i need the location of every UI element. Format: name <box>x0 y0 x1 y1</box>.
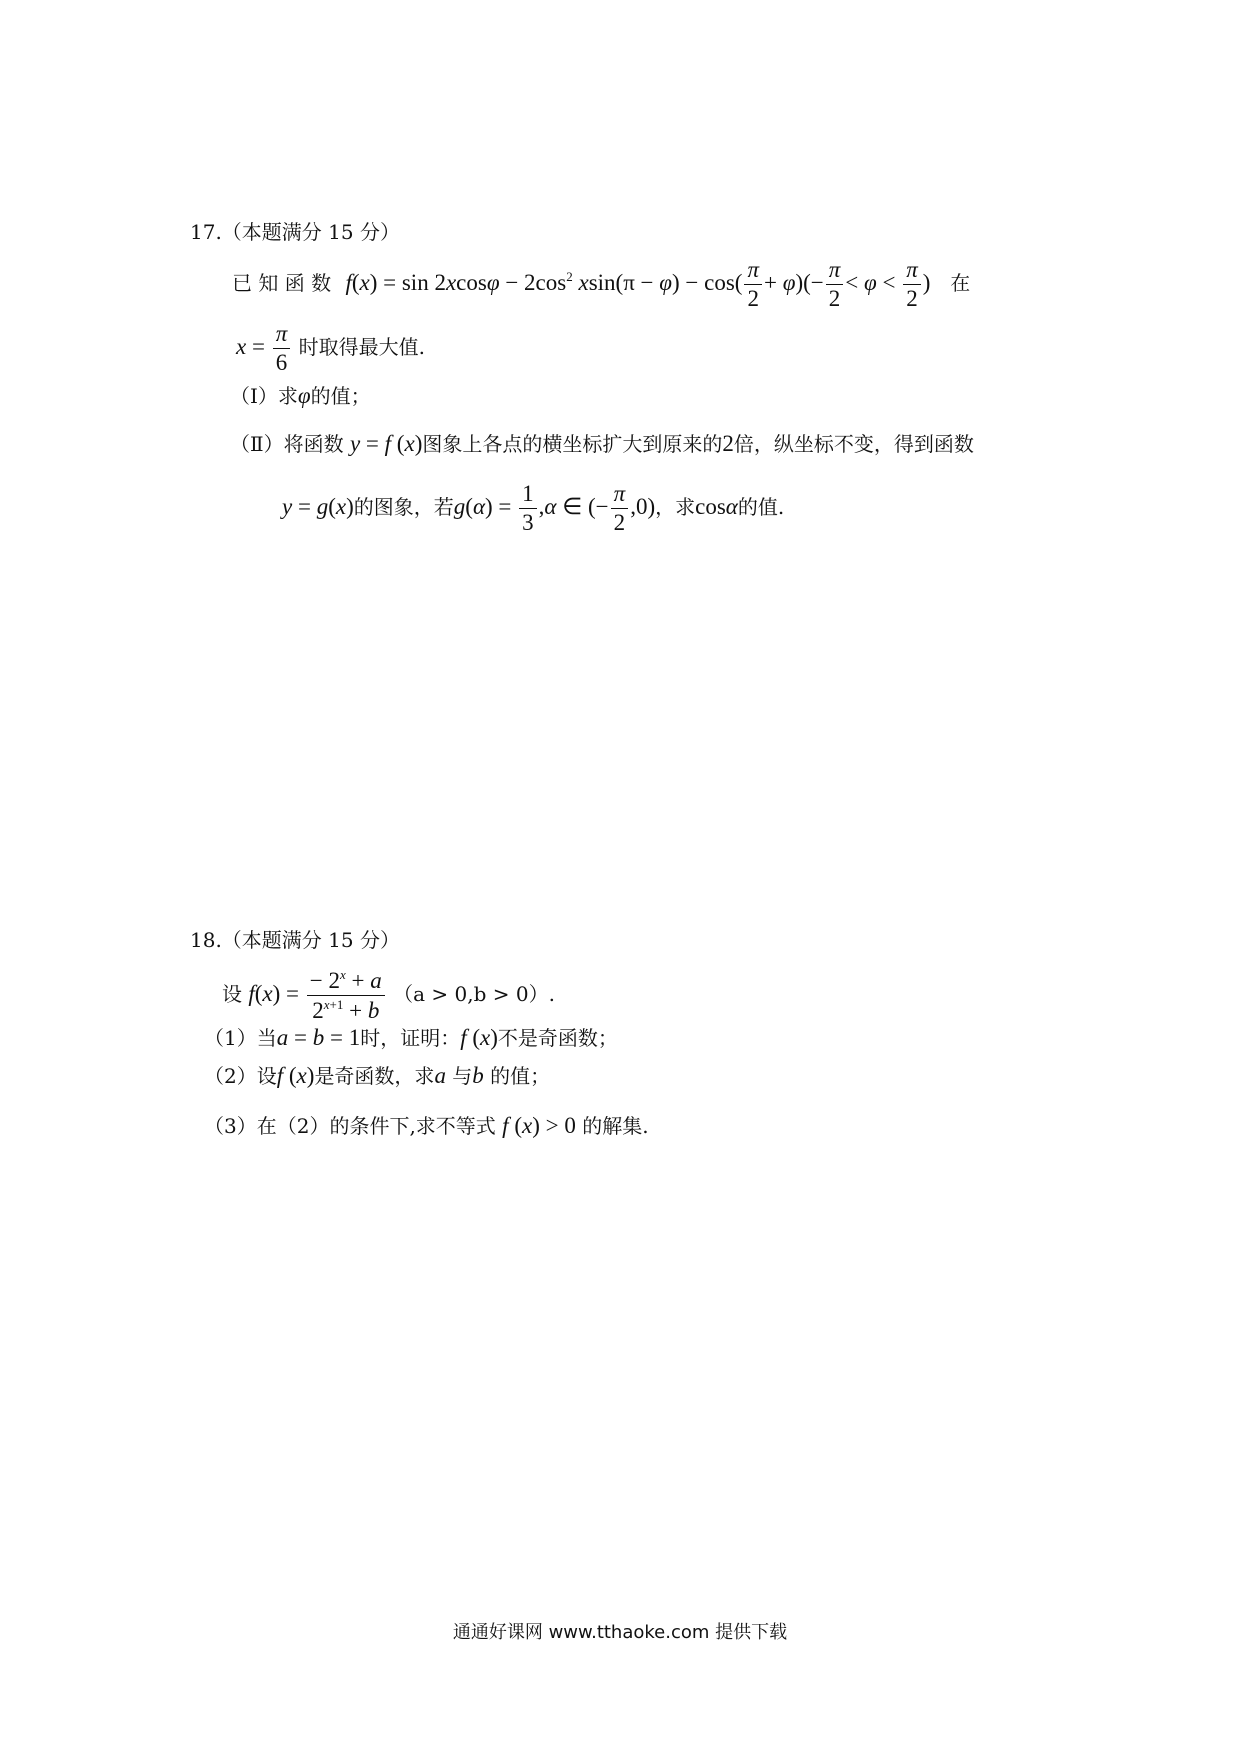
q17-part2-text2: 倍，纵坐标不变，得到函数 <box>733 432 974 456</box>
q18-item2-b: 是奇函数，求 <box>314 1064 435 1088</box>
q17-part2-line2-a: 的图象，若 <box>353 494 454 519</box>
q18-definition <box>222 968 555 1023</box>
q17-part1-phi: φ <box>297 383 311 408</box>
q17-condition <box>236 322 425 375</box>
q17-g-formula: y = g(x) <box>282 493 354 519</box>
q18-function-formula: f(x) = $\frac{- 2^x + a}{2^{x+1} + b}$ <box>248 981 386 1006</box>
q17-part1-label: （Ⅰ）求 <box>230 384 298 408</box>
q17-condition-text: 时取得最大值. <box>298 334 425 359</box>
q18-header: 18.（本题满分 15 分） <box>190 928 400 952</box>
q18-item1-formula: a = b = 1 <box>276 1025 361 1050</box>
q18-item3 <box>204 1114 649 1137</box>
q18-item1-b: 时，证明： <box>360 1026 461 1050</box>
q17-g-alpha-formula: g(α) = $\frac{1}{3}$ ,α ∈ (− $\frac{\pi}{2}$ ,0) <box>453 481 656 536</box>
q17-part2-line2-b: ，求 <box>655 494 696 519</box>
q17-part2-line2 <box>282 482 784 535</box>
q18-item1-c: 不是奇函数； <box>497 1026 618 1050</box>
q17-intro-prefix: 已 知 函 数 <box>232 270 332 295</box>
q18-item1-fx: f (x) <box>460 1025 498 1050</box>
q18-def-cond: （a > 0,b > 0）. <box>393 981 555 1006</box>
footer-download-note: 通通好课网 www.tthaoke.com 提供下载 <box>452 1622 788 1643</box>
q17-function-definition <box>232 258 970 311</box>
q18-item3-b: 的解集. <box>582 1114 649 1138</box>
q18-item2-b-var: b <box>472 1063 484 1088</box>
q18-item3-formula: f (x) > 0 <box>502 1113 576 1138</box>
q18-item2-c: 与 <box>452 1064 473 1088</box>
q17-function-formula: $f(x) = \sin 2xcos\varphi - 2\cos^2$ xsin(π − φ) − cos( $\frac{\pi}{2}$ + φ)(− $\frac{\pi}{2}$ < φ < $\frac{\pi}{2}$ ) <box>345 257 937 312</box>
q18-item2-fx: f (x) <box>276 1063 315 1088</box>
q18-item2-a-var: a <box>434 1063 446 1088</box>
q17-intro-suffix: 在 <box>950 270 971 295</box>
q17-part2 <box>230 432 974 455</box>
q18-item2-d: 的值； <box>490 1064 551 1088</box>
q17-part2-text: 图象上各点的横坐标扩大到原来的 <box>422 432 723 456</box>
q17-part2-num: 2 <box>722 431 734 456</box>
q17-header: 17.（本题满分 15 分） <box>190 220 400 244</box>
q18-item1 <box>204 1026 618 1049</box>
q17-part1-tail: 的值； <box>310 384 371 408</box>
q17-condition-formula: x = $\frac{\pi}{6}$ <box>236 334 292 359</box>
q17-part1 <box>230 384 371 407</box>
q17-part2-formula: y = f (x) <box>349 431 423 456</box>
q18-item2 <box>204 1064 550 1087</box>
q18-def-prefix: 设 <box>222 981 242 1006</box>
q17-part2-line2-c: 的值. <box>737 494 785 519</box>
q18-item1-a: （1）当 <box>204 1026 277 1050</box>
q17-cos-alpha: cosα <box>695 493 738 519</box>
q17-part2-label: （Ⅱ）将函数 <box>230 432 344 456</box>
q18-item3-a: （3）在（2）的条件下,求不等式 <box>204 1114 496 1138</box>
q18-item2-a: （2）设 <box>204 1064 277 1088</box>
